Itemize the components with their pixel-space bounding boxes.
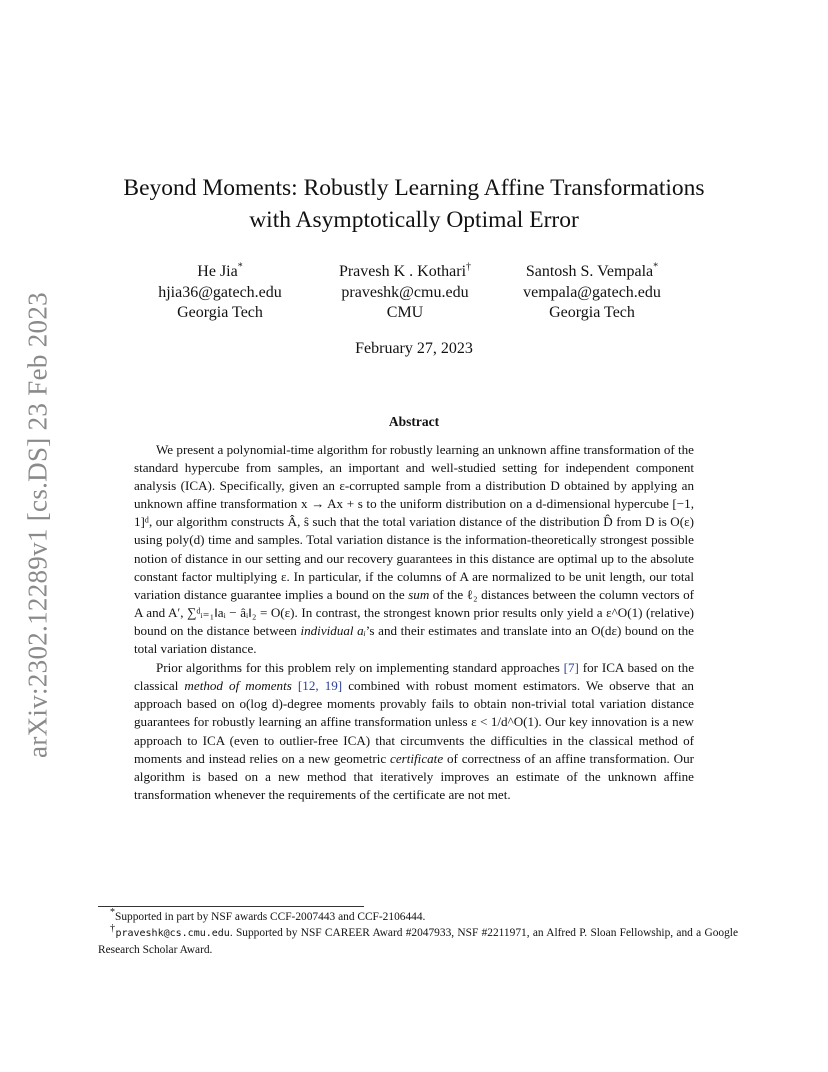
footnote-email: praveshk@cs.cmu.edu (115, 928, 230, 940)
footnote-1: *Supported in part by NSF awards CCF-2007443 and CCF-2106444. (110, 907, 426, 923)
author-1 (130, 262, 310, 324)
abstract-body (134, 441, 694, 804)
author-mark: * (237, 261, 243, 273)
paper-title (60, 172, 768, 236)
abstract-paragraph-2: Prior algorithms for this problem rely on implementing standard approaches [7] for ICA based on the classical method of moments [12, 19] combined with robust moment estimators. We observe that an approach based on o(log d)-degree moments provably fails to obtain non-trivial total variation distance guarantees for robustly learning an affine transformation unless ε < 1/d^O(1). Our key innovation is a new approach to ICA (even to outlier-free ICA) that circumvents the difficulties in the classical method of moments and instead relies on a new geometric certificate of correctness of an affine transformation. Our algorithm is based on a new method that iteratively improves an estimate of the unknown affine transformation whenever the requirements of the certificate are not met. (134, 660, 695, 802)
arxiv-id-text: arXiv:2302.12289v1 [cs.DS] 23 Feb 2023 (22, 292, 53, 758)
footnote-divider (98, 906, 364, 907)
footnotes (98, 909, 738, 959)
author-mark: † (466, 261, 472, 273)
abstract-paragraph-1: We present a polynomial-time algorithm for robustly learning an unknown affine transformation of the standard hypercube from samples, an important and well-studied setting for independent component analysis (ICA). Specifically, given an ε-corrupted sample from a distribution D obtained by applying an unknown affine transformation x → Ax + s to the uniform distribution on a d-dimensional hypercube [−1, 1]ᵈ, our algorithm constructs Â, ŝ such that the total variation distance of the distribution D̂ from D is O(ε) using poly(d) time and samples. Total variation distance is the information-theoretically strongest possible notion of distance in our setting and our recovery guarantees in this distance are optimal up to the absolute constant factor multiplying ε. In particular, if the columns of A are normalized to be unit length, our total variation distance guarantee implies a bound on the sum of the ℓ₂ distances between the column vectors of A and A′, ∑ᵈᵢ₌₁‖aᵢ − âᵢ‖₂ = O(ε). In contrast, the strongest known prior results only yield a ε^O(1) (relative) bound on the distance between individual aᵢ’s and their estimates and translate into an O(dε) bound on the total variation distance. (134, 442, 694, 657)
author-email: hjia36@gatech.edu (158, 283, 282, 301)
title-line-1: Beyond Moments: Robustly Learning Affine Transformations (123, 175, 705, 201)
footnote-2: †praveshk@cs.cmu.edu. Supported by NSF CAREER Award #2047933, NSF #2211971, an Alfred P. Sloan Fellowship, and a Google Research Scholar Award. (98, 923, 739, 957)
author-3 (502, 262, 682, 324)
author-affiliation: Georgia Tech (177, 304, 263, 321)
author-email: praveshk@cmu.edu (341, 283, 469, 301)
author-name: Santosh S. Vempala (525, 263, 654, 280)
citation-link[interactable]: [7] (563, 660, 579, 676)
author-name: Pravesh K . Kothari (338, 263, 467, 280)
arxiv-side-identifier (18, 290, 58, 760)
author-2 (315, 262, 495, 324)
author-affiliation: CMU (386, 304, 424, 321)
citation-link[interactable]: [12, 19] (297, 678, 343, 694)
author-block (0, 262, 828, 332)
publication-date: February 27, 2023 (355, 340, 473, 357)
abstract-heading: Abstract (388, 414, 440, 429)
author-mark: * (653, 261, 659, 273)
author-name: He Jia (197, 263, 238, 280)
title-line-2: with Asymptotically Optimal Error (249, 207, 579, 233)
author-affiliation: Georgia Tech (549, 304, 635, 321)
author-email: vempala@gatech.edu (523, 283, 661, 301)
